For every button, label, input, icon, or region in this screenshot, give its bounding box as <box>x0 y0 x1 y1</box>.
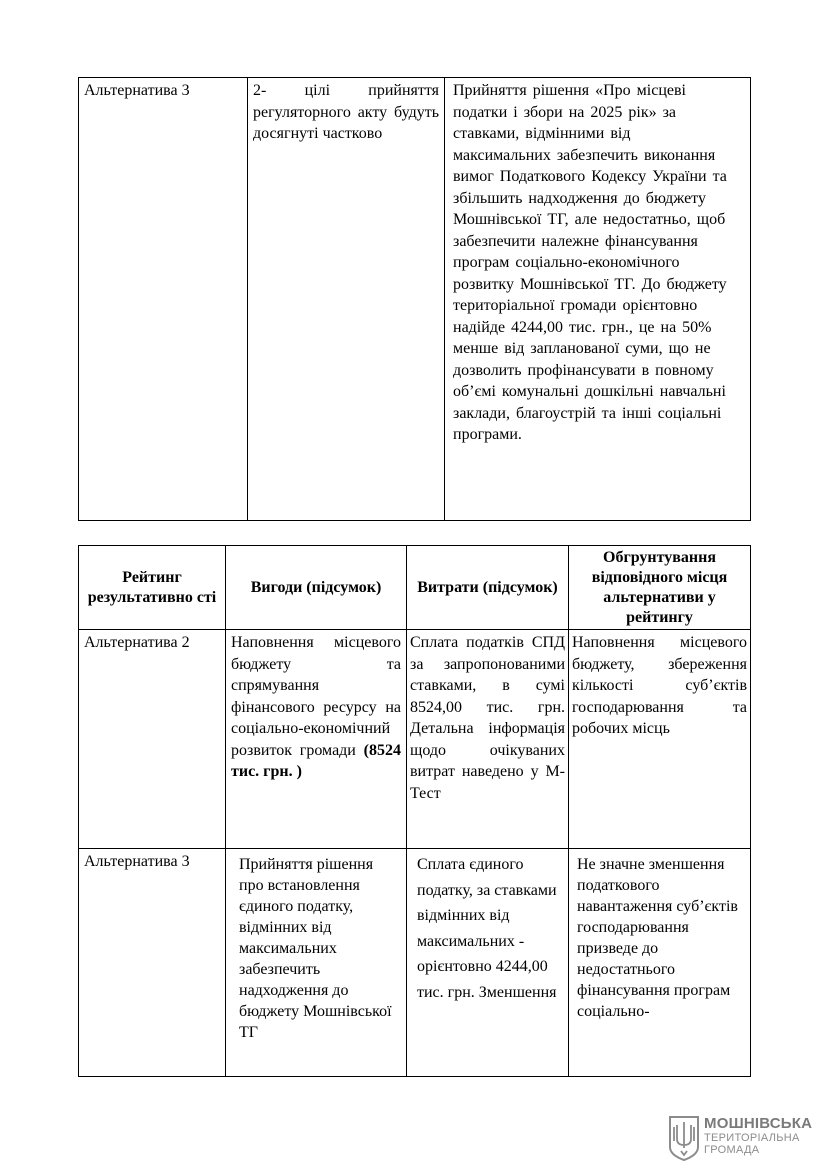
table-row <box>79 849 751 1077</box>
benefits-cell <box>226 630 407 849</box>
benefits-cell: Прийняття рішення про встановлення єдиного податку, відмінних від максимальних забезпечить надходження до бюджету Мошнівської ТГ <box>226 849 407 1077</box>
alternative-name-cell: Альтернатива 3 <box>79 849 226 1077</box>
header-justification: Обгрунтування відповідного місця альтернативи у рейтингу <box>569 546 751 630</box>
alternatives-table-continued <box>78 77 751 521</box>
logo-line-3: ГРОМАДА <box>704 1144 760 1156</box>
community-logo <box>668 1113 818 1163</box>
table-row <box>79 630 751 849</box>
table-header-row <box>79 546 751 630</box>
comment-cell: Прийняття рішення «Про місцеві податки і збори на 2025 рік» за ставками, відмінними від максимальних забезпечить виконання вимог Податкового Кодексу України та збільшить надходження до бюджету Мошнівської ТГ, але недостатньо, щоб забезпечити належне фінансування програм соціально-економічного розвитку Мошнівської ТГ. До бюджету територіальної громади орієнтовно надійде 4244,00 тис. грн., це на 50% менше від запланованої суми, що не дозволить профінансувати в повному об’ємі комунальні дошкільні навчальні заклади, благоустрій та інші соціальні програми. <box>445 78 751 521</box>
header-costs: Витрати (підсумок) <box>407 546 569 630</box>
header-benefits: Вигоди (підсумок) <box>226 546 407 630</box>
alternative-name-cell: Альтернатива 2 <box>79 630 226 849</box>
justification-cell: Наповнення місцевого бюджету, збереження кількості суб’єктів господарювання та робочих місць <box>569 630 751 849</box>
table-row <box>79 78 751 521</box>
logo-text <box>704 1116 812 1156</box>
costs-cell: Сплата податків СПД за запропонованими ставками, в сумі 8524,00 тис. грн. Детальна інформація щодо очікуваних витрат наведено у М-Тест <box>407 630 569 849</box>
costs-cell: Сплата єдиного податку, за ставками відмінних від максимальних - орієнтовно 4244,00 тис. грн. Зменшення <box>407 849 569 1077</box>
trident-emblem-icon <box>668 1115 700 1161</box>
logo-line-1: МОШНІВСЬКА <box>704 1115 813 1132</box>
score-cell: 2- цілі прийняття регуляторного акту будуть досягнуті частково <box>248 78 445 521</box>
alternative-name-cell: Альтернатива 3 <box>79 78 248 521</box>
logo-line-2: ТЕРИТОРІАЛЬНА <box>704 1132 800 1144</box>
benefits-text: Наповнення місцевого бюджету та спрямування фінансового ресурсу на соціально-економічний розвиток громади <box>231 634 401 759</box>
justification-cell: Не значне зменшення податкового навантаження суб’єктів господарювання призведе до недостатнього фінансування програм соціально- <box>569 849 751 1077</box>
header-rating: Рейтинг результативно сті <box>79 546 226 630</box>
benefits-amount: (8524 тис. грн. ) <box>231 741 401 780</box>
rating-table <box>78 545 751 1077</box>
